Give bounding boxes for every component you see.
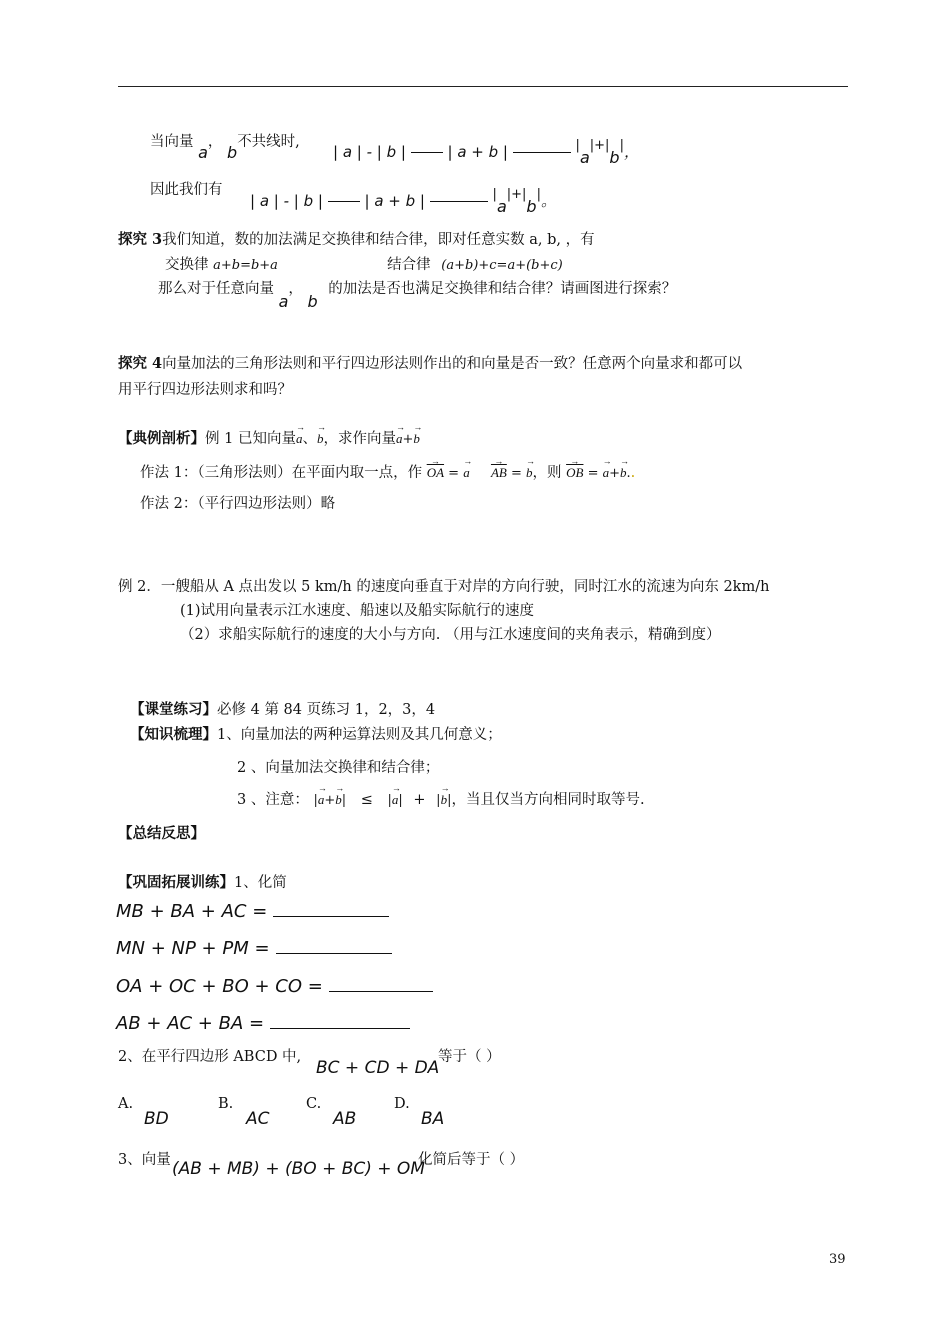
training-expr2: MN + NP + PM =: [116, 938, 392, 959]
example2-line3: （2）求船实际航行的速度的大小与方向. （用与江水速度间的夹角表示，精确到度）: [180, 627, 721, 643]
training-q2-suffix: 等于（ ）: [438, 1049, 501, 1065]
explore4-line2: 用平行四边形法则求和吗？: [118, 382, 292, 398]
summary-line2: 2 、向量加法交换律和结合律；: [237, 760, 440, 776]
explore3-line1: 探究 3我们知道，数的加法满足交换律和结合律，即对任意实数 a, b, ，有: [118, 231, 595, 248]
training-heading: 【巩固拓展训练】1、化简: [118, 874, 287, 891]
example2-line2: (1)试用向量表示江水速度、船速以及船实际航行的速度: [180, 603, 535, 619]
option-c-value: AB: [333, 1109, 357, 1129]
option-d[interactable]: D.: [394, 1096, 410, 1112]
fill-blank: [411, 152, 443, 153]
fill-blank: [513, 152, 571, 153]
practice-line: 【课堂练习】必修 4 第 84 页练习 1，2，3，4: [130, 701, 436, 718]
training-expr4: AB + AC + BA =: [116, 1013, 410, 1034]
explore2-line2: 因此我们有: [150, 182, 223, 198]
example2-line1: 例 2．一艘船从 A 点出发以 5 km/h 的速度向垂直于对岸的方向行驶，同时江水的流速为向东 2km/h: [118, 579, 770, 595]
option-a[interactable]: A.: [118, 1096, 134, 1112]
option-a-value: BD: [144, 1109, 169, 1129]
training-q2-expr: BC + CD + DA: [316, 1058, 440, 1078]
option-b[interactable]: B.: [218, 1096, 234, 1112]
example1-method1: 作法 1：（三角形法则）在平面内取一点，作 → $\overline{OA}$ = → $a \to \overline{AB}$ = → b，则 → $\overline{OB}$ = → a+→ b..: [140, 461, 635, 482]
option-b-value: AC: [246, 1109, 270, 1129]
training-q2: 2、在平行四边形 ABCD 中,: [118, 1049, 302, 1065]
fill-blank: [430, 201, 488, 202]
explore2-line1: 当向量 a， b不共线时,: [150, 134, 300, 162]
training-q3-expr: (AB + MB) + (BO + BC) + OM: [172, 1159, 425, 1179]
training-q3: 3、向量: [118, 1152, 171, 1168]
training-expr1: MB + BA + AC =: [116, 901, 389, 922]
answer-blank[interactable]: [276, 939, 392, 954]
option-d-value: BA: [421, 1109, 445, 1129]
explore3-laws: 交换律 a+b=b+a 结合律 (a+b)+c=a+(b+c): [165, 257, 563, 273]
example1-method2: 作法 2：（平行四边形法则）略: [140, 496, 336, 512]
header-rule: [118, 86, 848, 87]
explore4-line1: 探究 4向量加法的三角形法则和平行四边形法则作出的和向量是否一致？任意两个向量求和都可以: [118, 355, 743, 372]
answer-blank[interactable]: [329, 977, 433, 992]
summary-line3: 3 、注意： |→ a+→ b| ≤ |→ a| + |→ b|，当且仅当方向相同时取等号.: [237, 788, 645, 809]
answer-blank[interactable]: [273, 902, 389, 917]
explore2-abs-expr2: | a | - | b | | a + b | |a|+|b|。: [250, 187, 556, 216]
explore3-question: 那么对于任意向量 a， b 的加法是否也满足交换律和结合律？请画图进行探索？: [158, 281, 677, 311]
page-number: 39: [829, 1252, 846, 1267]
example1-line: 【典例剖析】例 1 已知向量→ a、→ b，求作向量→ a+→ b: [118, 427, 420, 448]
reflection-heading: 【总结反思】: [118, 825, 205, 842]
answer-blank[interactable]: [270, 1014, 410, 1029]
explore2-abs-expr1: | a | - | b | | a + b | |a|+|b|，: [333, 138, 639, 167]
training-expr3: OA + OC + BO + CO =: [116, 976, 433, 997]
fill-blank: [328, 201, 360, 202]
training-q3-suffix: 化简后等于（ ）: [418, 1152, 525, 1168]
summary-line1: 【知识梳理】1、向量加法的两种运算法则及其几何意义；: [130, 726, 502, 743]
option-c[interactable]: C.: [306, 1096, 322, 1112]
